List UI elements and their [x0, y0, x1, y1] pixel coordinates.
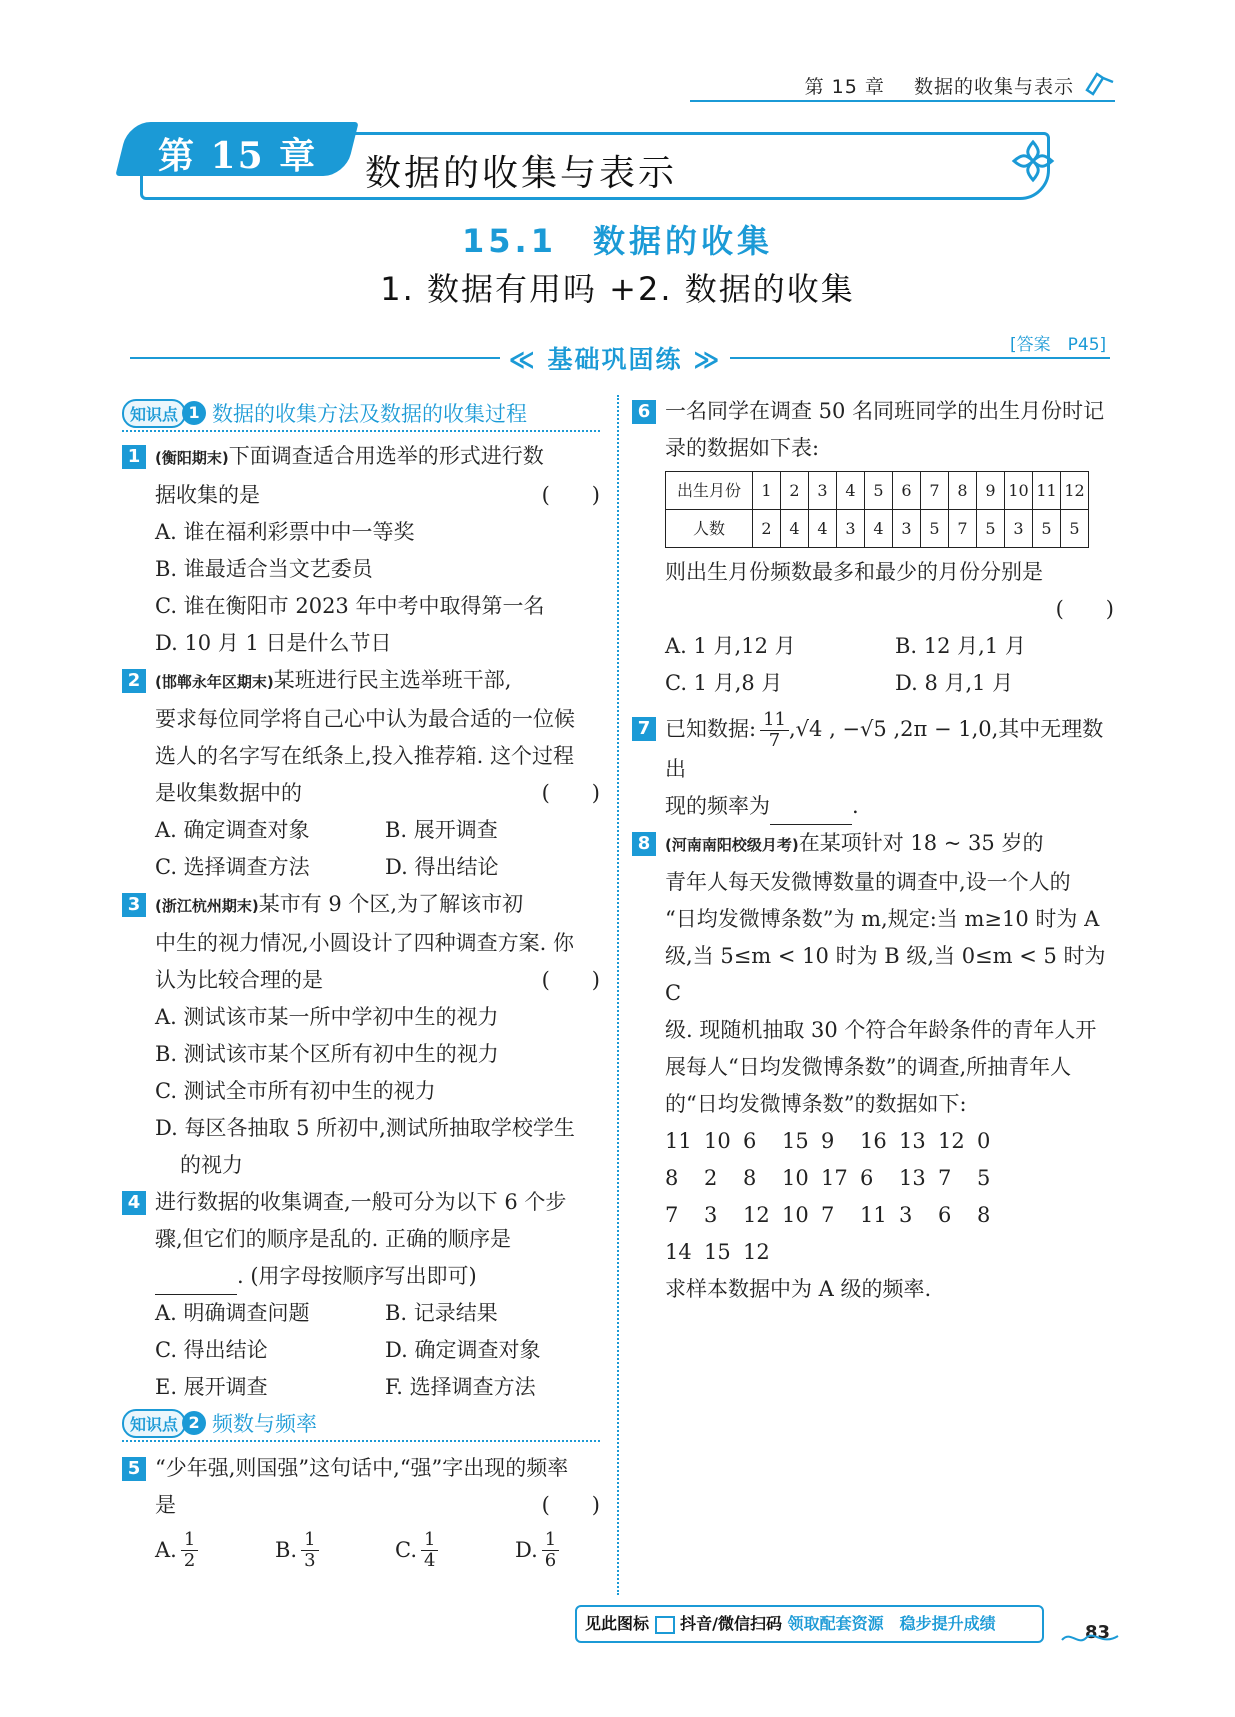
footer-text: 见此图标 抖音/微信扫码 领取配套资源 稳步提升成绩	[585, 1614, 996, 1633]
knowledge-point-title: 数据的收集方法及数据的收集过程	[212, 402, 528, 426]
option: F. 选择调查方法	[385, 1375, 536, 1399]
question-number: 1	[122, 445, 146, 469]
right-column	[632, 393, 1114, 1308]
knowledge-point-number: 1	[182, 401, 206, 425]
question-text: 现的频率为	[665, 794, 770, 818]
question-text: “日均发微博条数”为 m,规定:当 m≥10 时为 A	[665, 907, 1100, 931]
option: B. 记录结果	[385, 1301, 498, 1325]
data-row: 11 10 6 15 9 16 13 12 0	[665, 1129, 991, 1153]
answer-reference: [答案 P45]	[1010, 335, 1107, 355]
option-d: D. $\frac{1}{6}$	[515, 1530, 635, 1571]
running-header-chapter: 第 15 章	[804, 76, 885, 98]
question-text: 展每人“日均发微博条数”的调查,所抽青年人	[665, 1055, 1072, 1079]
question-text: 进行数据的收集调查,一般可分为以下 6 个步	[155, 1190, 567, 1214]
question-text: 是	[155, 1493, 176, 1517]
option: E. 展开调查	[155, 1375, 268, 1399]
question-text: 要求每位同学将自己心中认为最合适的一位候	[155, 707, 575, 731]
question-text: 求样本数据中为 A 级的频率.	[665, 1277, 932, 1301]
option: C. 选择调查方法	[155, 855, 310, 879]
question-text: 级,当 5≤m < 10 时为 B 级,当 0≤m < 5 时为 C	[665, 944, 1106, 1005]
fraction: $\frac{1}{3}$	[301, 1530, 318, 1571]
question-4	[122, 1184, 600, 1406]
question-number: 5	[122, 1457, 146, 1481]
left-column	[122, 398, 600, 1571]
answer-paren: ( )	[1055, 597, 1114, 621]
answer-paren: ( )	[541, 1493, 600, 1517]
question-source: (衡阳期末)	[155, 449, 229, 467]
option: D. 得出结论	[385, 855, 499, 879]
option: B. 谁最适合当文艺委员	[155, 557, 373, 581]
option: A. 1 月,12 月	[665, 634, 796, 658]
option: C. 得出结论	[155, 1338, 268, 1362]
question-text: 选人的名字写在纸条上,投入推荐箱. 这个过程	[155, 744, 575, 768]
question-number: 4	[122, 1191, 146, 1215]
knowledge-point-number: 2	[182, 1411, 206, 1435]
question-text: 据收集的是	[155, 483, 260, 507]
running-header	[805, 72, 1115, 99]
question-text: 下面调查适合用选举的形式进行数	[228, 444, 544, 468]
running-header-rule	[690, 100, 1115, 102]
question-text: 某市有 9 个区,为了解该市初	[258, 892, 524, 916]
answer-blank[interactable]	[155, 1270, 237, 1295]
question-text: 认为比较合理的是	[155, 968, 323, 992]
knowledge-point-2	[122, 1408, 600, 1438]
question-text: “少年强,则国强”这句话中,“强”字出现的频率	[155, 1456, 569, 1480]
scan-icon	[655, 1616, 675, 1634]
question-text: 中生的视力情况,小圆设计了四种调查方案. 你	[155, 931, 575, 955]
question-source: (邯郸永年区期末)	[155, 673, 274, 691]
question-7: 7 已知数据: $\frac{11}{7}$ ,√4 , −√5 ,2π − 1,0,其中无理数出 现的频率为 .	[632, 710, 1114, 825]
option-c: C. $\frac{1}{4}$	[395, 1530, 515, 1571]
option: A. 明确调查问题	[155, 1301, 310, 1325]
option: B. 展开调查	[385, 818, 498, 842]
fraction: $\frac{1}{4}$	[421, 1530, 438, 1571]
birth-month-table	[665, 471, 1089, 548]
page-number: 83	[1085, 1622, 1111, 1643]
table-row: 出生月份 1 2 3 4 5 6 7 8 9 10 11 12	[666, 472, 1089, 510]
data-row: 8 2 8 10 17 6 13 7 5	[665, 1166, 991, 1190]
knowledge-point-underline	[122, 430, 600, 432]
question-2	[122, 662, 600, 886]
data-row: 7 3 12 10 7 11 3 6 8	[665, 1203, 991, 1227]
option: B. 测试该市某个区所有初中生的视力	[155, 1042, 499, 1066]
question-text: 的“日均发微博条数”的数据如下:	[665, 1092, 967, 1116]
knowledge-point-title: 频数与频率	[212, 1412, 318, 1436]
question-number: 2	[122, 669, 146, 693]
answer-paren: ( )	[541, 483, 600, 507]
section-subtitle: 1. 数据有用吗 +2. 数据的收集	[380, 270, 855, 308]
option: D. 每区各抽取 5 所初中,测试所抽取学校学生	[155, 1116, 575, 1140]
answer-blank[interactable]	[770, 800, 852, 825]
chapter-title: 数据的收集与表示	[365, 153, 678, 194]
question-3	[122, 886, 600, 1184]
question-number: 8	[632, 832, 656, 856]
question-text: 某班进行民主选举班干部,	[273, 668, 512, 692]
table-row: 人数 2 4 4 3 4 3 5 7 5 3 5 5	[666, 510, 1089, 548]
question-text: 级. 现随机抽取 30 个符合年龄条件的青年人开	[665, 1018, 1097, 1042]
question-text: 青年人每天发微博数量的调查中,设一个人的	[665, 870, 1071, 894]
fraction: $\frac{11}{7}$	[760, 710, 789, 751]
footer-highlight: 领取配套资源 稳步提升成绩	[787, 1614, 996, 1633]
question-text: 一名同学在调查 50 名同班同学的出生月份时记	[665, 399, 1105, 423]
section-title: 15.1 数据的收集	[462, 222, 773, 260]
option: D. 确定调查对象	[385, 1338, 541, 1362]
knowledge-point-badge: 知识点	[122, 399, 186, 428]
question-number: 7	[632, 717, 656, 741]
question-source: (河南南阳校级月考)	[665, 836, 799, 854]
question-text: 录的数据如下表:	[665, 436, 820, 460]
option: A. 谁在福利彩票中中一等奖	[155, 520, 415, 544]
data-row: 14 15 12	[665, 1240, 770, 1264]
question-text: 是收集数据中的	[155, 781, 302, 805]
question-1	[122, 438, 600, 662]
knowledge-point-1	[122, 398, 600, 428]
question-source: (浙江杭州期末)	[155, 897, 259, 915]
question-text: . (用字母按顺序写出即可)	[237, 1264, 477, 1288]
question-text: ,√4 , −√5 ,2π − 1,0,其中无理数出	[665, 717, 1104, 781]
practice-label: ≪ 基础巩固练 ≫	[508, 345, 722, 374]
knowledge-point-badge: 知识点	[122, 1409, 186, 1438]
question-text: 骤,但它们的顺序是乱的. 正确的顺序是	[155, 1227, 512, 1251]
option: A. 测试该市某一所中学初中生的视力	[155, 1005, 499, 1029]
fraction: $\frac{1}{2}$	[181, 1530, 198, 1571]
pen-icon	[1083, 68, 1117, 98]
flower-ornament-icon	[1010, 138, 1056, 184]
option: D. 8 月,1 月	[895, 671, 1014, 695]
option: B. 12 月,1 月	[895, 634, 1026, 658]
question-text: 则出生月份频数最多和最少的月份分别是	[665, 560, 1043, 584]
option-continued: 的视力	[180, 1153, 243, 1177]
question-8	[632, 825, 1114, 1308]
question-5	[122, 1450, 600, 1571]
running-header-title: 数据的收集与表示	[913, 76, 1074, 98]
question-text: 在某项针对 18 ~ 35 岁的	[798, 831, 1044, 855]
option: A. 确定调查对象	[155, 818, 310, 842]
option: C. 测试全市所有初中生的视力	[155, 1079, 436, 1103]
practice-rule-left	[130, 357, 500, 359]
practice-rule-right	[730, 357, 1110, 359]
column-divider	[617, 395, 619, 1595]
question-number: 3	[122, 893, 146, 917]
fraction: $\frac{1}{6}$	[542, 1530, 559, 1571]
option-b: B. $\frac{1}{3}$	[275, 1530, 395, 1571]
answer-paren: ( )	[541, 781, 600, 805]
question-number: 6	[632, 400, 656, 424]
option: C. 1 月,8 月	[665, 671, 783, 695]
option: D. 10 月 1 日是什么节日	[155, 631, 392, 655]
question-text: 已知数据:	[665, 717, 757, 741]
question-6	[632, 393, 1114, 702]
knowledge-point-underline	[122, 1440, 600, 1442]
wave-ornament-icon	[1060, 1628, 1120, 1648]
chapter-number: 第 15 章	[158, 135, 318, 177]
option-a: A. $\frac{1}{2}$	[155, 1530, 275, 1571]
answer-paren: ( )	[541, 968, 600, 992]
option: C. 谁在衡阳市 2023 年中考中取得第一名	[155, 594, 545, 618]
